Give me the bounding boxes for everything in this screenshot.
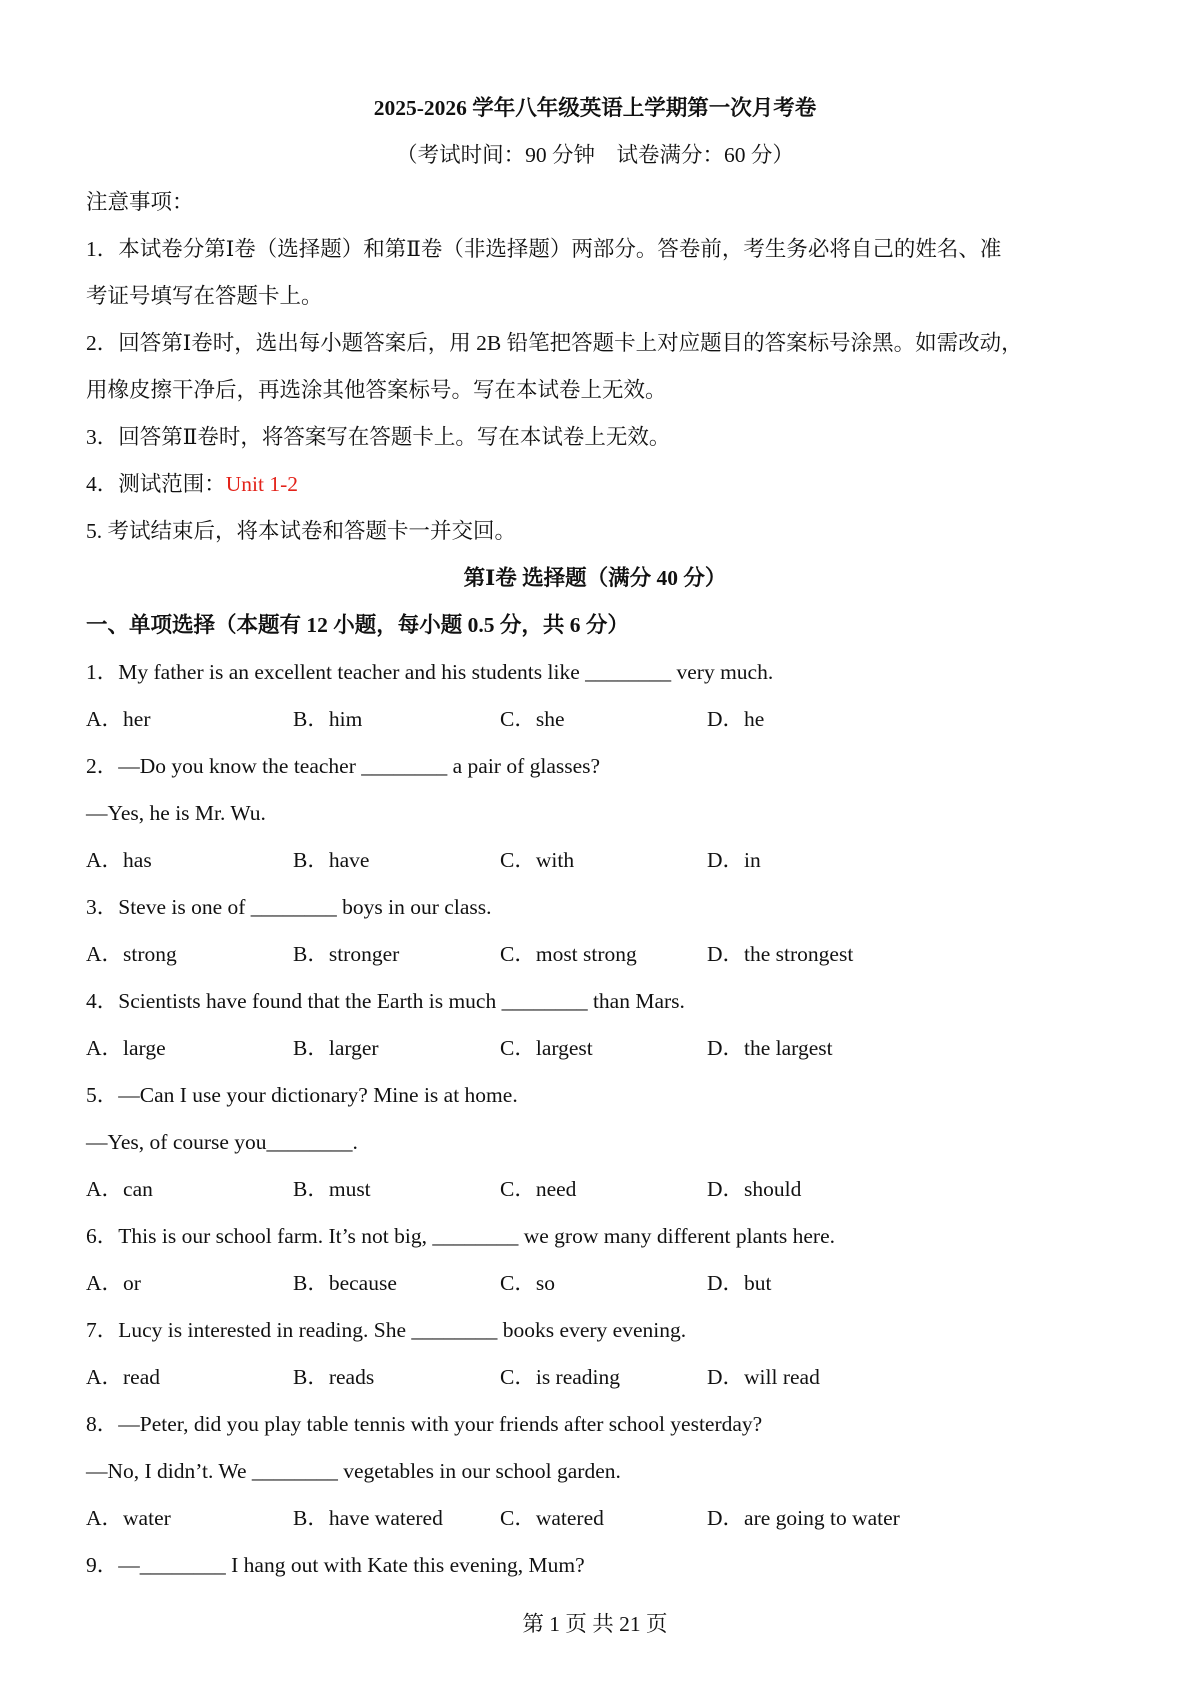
note-item-4 <box>86 469 1104 499</box>
test-range: Unit 1-2 <box>225 472 299 496</box>
option-b: B．must <box>293 1177 371 1201</box>
option-b: B．because <box>293 1271 397 1295</box>
note-item-2: 2．回答第Ⅰ卷时，选出每小题答案后，用 2B 铅笔把答题卡上对应题目的答案标号涂黑。如需改动， <box>86 331 1023 355</box>
option-a: A．has <box>86 848 152 872</box>
question-stem: 5．—Can I use your dictionary? Mine is at home. <box>86 1083 518 1107</box>
note-item-4-label: 4．测试范围： <box>86 472 226 496</box>
notes-heading: 注意事项： <box>86 190 194 214</box>
option-d: D．should <box>707 1177 802 1201</box>
question-stem: 1．My father is an excellent teacher and his students like ________ very much. <box>86 660 774 684</box>
option-a: A．or <box>86 1271 141 1295</box>
note-item-1: 1．本试卷分第Ⅰ卷（选择题）和第Ⅱ卷（非选择题）两部分。答卷前，考生务必将自己的姓名、准 <box>86 237 1002 261</box>
option-a: A．strong <box>86 942 177 966</box>
option-c: C．most strong <box>500 942 637 966</box>
section-title: 一、单项选择（本题有 12 小题，每小题 0.5 分，共 6 分） <box>86 613 629 637</box>
option-c: C．largest <box>500 1036 593 1060</box>
option-b: B．larger <box>293 1036 379 1060</box>
note-item-1-cont: 考证号填写在答题卡上。 <box>86 284 323 308</box>
page-footer: 第 1 页 共 21 页 <box>522 1612 668 1636</box>
option-d: D．the strongest <box>707 942 854 966</box>
note-item-2-cont: 用橡皮擦干净后，再选涂其他答案标号。写在本试卷上无效。 <box>86 378 667 402</box>
question-stem: 2．—Do you know the teacher ________ a pair of glasses? <box>86 754 601 778</box>
question-stem: 4．Scientists have found that the Earth is much ________ than Mars. <box>86 989 685 1013</box>
option-b: B．stronger <box>293 942 400 966</box>
option-a: A．her <box>86 707 151 731</box>
option-c: C．need <box>500 1177 577 1201</box>
option-a: A．large <box>86 1036 166 1060</box>
exam-title: 2025-2026 学年八年级英语上学期第一次月考卷 <box>373 96 817 120</box>
option-b: B．reads <box>293 1365 375 1389</box>
option-a: A．water <box>86 1506 171 1530</box>
question-dialogue-line: —Yes, of course you________. <box>86 1130 358 1154</box>
option-d: D．will read <box>707 1365 820 1389</box>
option-c: C．so <box>500 1271 555 1295</box>
option-a: A．can <box>86 1177 153 1201</box>
option-a: A．read <box>86 1365 161 1389</box>
option-b: B．have <box>293 848 370 872</box>
option-c: C．watered <box>500 1506 604 1530</box>
question-dialogue-line: —Yes, he is Mr. Wu. <box>86 801 266 825</box>
part-title: 第Ⅰ卷 选择题（满分 40 分） <box>463 566 727 590</box>
option-b: B．him <box>293 707 363 731</box>
option-c: C．is reading <box>500 1365 621 1389</box>
question-stem: 7．Lucy is interested in reading. She ________ books every evening. <box>86 1318 687 1342</box>
option-d: D．but <box>707 1271 772 1295</box>
option-c: C．she <box>500 707 565 731</box>
note-item-3: 3．回答第Ⅱ卷时，将答案写在答题卡上。写在本试卷上无效。 <box>86 425 671 449</box>
option-d: D．in <box>707 848 761 872</box>
question-stem: 9．—________ I hang out with Kate this evening, Mum? <box>86 1553 585 1577</box>
exam-subtitle: （考试时间：90 分钟 试卷满分：60 分） <box>396 143 794 167</box>
option-c: C．with <box>500 848 575 872</box>
option-d: D．he <box>707 707 765 731</box>
note-item-5: 5. 考试结束后，将本试卷和答题卡一并交回。 <box>86 519 517 543</box>
question-stem: 6．This is our school farm. It’s not big, ________ we grow many different plants here. <box>86 1224 835 1248</box>
option-d: D．the largest <box>707 1036 833 1060</box>
option-b: B．have watered <box>293 1506 443 1530</box>
question-stem: 8．—Peter, did you play table tennis with your friends after school yesterday? <box>86 1412 763 1436</box>
question-dialogue-line: —No, I didn’t. We ________ vegetables in our school garden. <box>86 1459 621 1483</box>
option-d: D．are going to water <box>707 1506 900 1530</box>
question-stem: 3．Steve is one of ________ boys in our class. <box>86 895 492 919</box>
